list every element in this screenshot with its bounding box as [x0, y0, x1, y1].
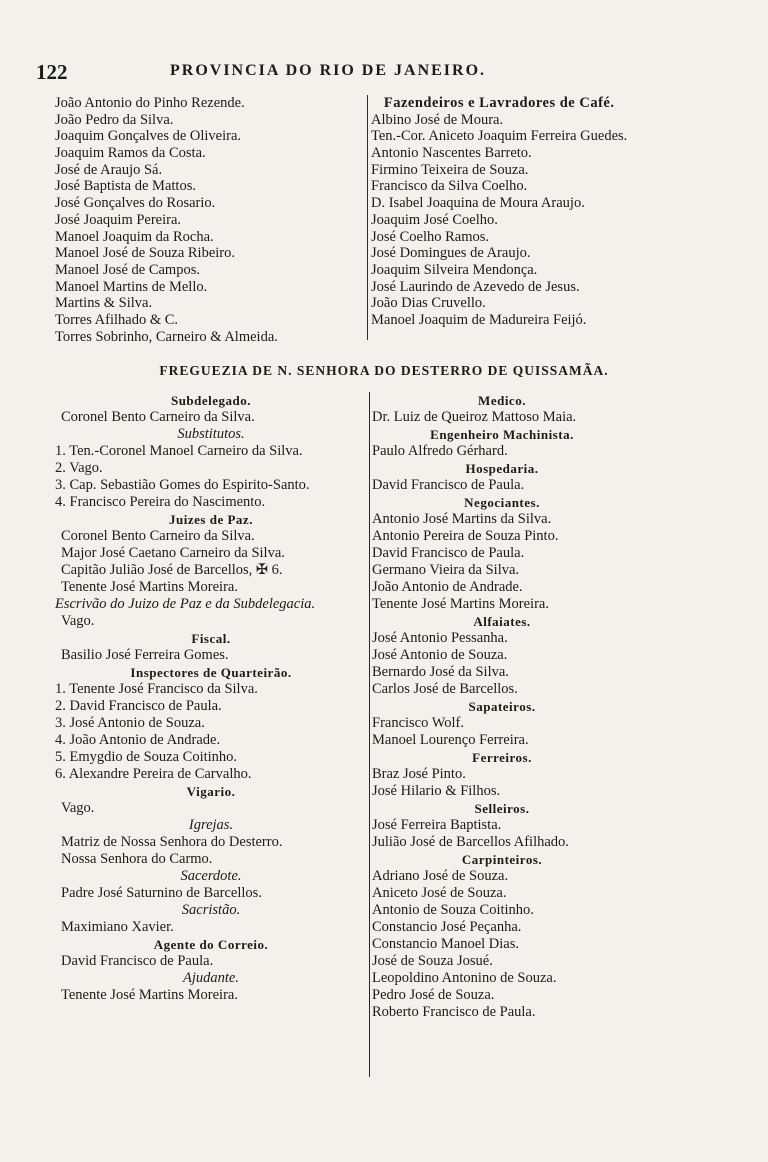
list-item: Matriz de Nossa Senhora do Desterro.: [61, 834, 283, 850]
section-heading: Alfaiates.: [473, 614, 531, 629]
section-heading: Vigario.: [186, 784, 236, 799]
page-title: PROVINCIA DO RIO DE JANEIRO.: [170, 62, 487, 79]
list-item: João Antonio do Pinho Rezende.: [55, 95, 245, 111]
list-item: Nossa Senhora do Carmo.: [61, 851, 213, 867]
section-heading: Subdelegado.: [170, 393, 252, 408]
list-item: Albino José de Moura.: [371, 111, 504, 128]
list-item: Julião José de Barcellos Afilhado.: [372, 834, 569, 850]
list-item: Francisco da Silva Coelho.: [371, 178, 528, 195]
list-item: José Coelho Ramos.: [371, 228, 490, 245]
list-item: Dr. Luiz de Queiroz Mattoso Maia.: [372, 409, 577, 425]
list-item: 3. Cap. Sebastião Gomes do Espirito-Santo.: [55, 477, 310, 493]
list-item: Joaquim Ramos da Costa.: [55, 145, 206, 162]
list-item: 2. Vago.: [55, 460, 103, 476]
section-heading: Fazendeiros e Lavradores de Café.: [383, 95, 615, 111]
list-item: Firmino Teixeira de Souza.: [371, 161, 529, 178]
list-item: Maximiano Xavier.: [61, 919, 174, 935]
list-item: Antonio Pereira de Souza Pinto.: [372, 528, 559, 544]
list-item: Torres Sobrinho, Carneiro & Almeida.: [55, 328, 278, 345]
list-item: Francisco Wolf.: [372, 715, 464, 731]
list-item: Carlos José de Barcellos.: [372, 681, 518, 697]
list-item: José Antonio de Souza.: [372, 647, 508, 663]
section-heading: Sacristão.: [181, 902, 241, 918]
list-item: 1. Ten.-Coronel Manoel Carneiro da Silva.: [55, 443, 303, 459]
list-item: David Francisco de Paula.: [372, 477, 525, 493]
list-item: Braz José Pinto.: [372, 766, 466, 782]
list-item: José Antonio Pessanha.: [372, 630, 508, 646]
list-item: Bernardo José da Silva.: [372, 664, 509, 680]
section-title: FREGUEZIA DE N. SENHORA DO DESTERRO DE QUISSAMÃA.: [159, 363, 609, 378]
list-item: Tenente José Martins Moreira.: [61, 987, 238, 1003]
list-item: Manoel Joaquim de Madureira Feijó.: [371, 311, 587, 328]
list-item: Germano Vieira da Silva.: [372, 562, 520, 578]
section-heading: Hospedaria.: [465, 461, 539, 476]
section-heading: Inspectores de Quarteirão.: [130, 665, 292, 680]
list-item: José Joaquim Pereira.: [55, 211, 182, 228]
list-item: Constancio José Peçanha.: [372, 919, 522, 935]
column-divider: [369, 392, 370, 1077]
list-item: Manoel José de Campos.: [55, 261, 200, 278]
section-heading: Escrivão do Juizo de Paz e da Subdelegacia.: [55, 596, 316, 612]
list-item: José de Souza Josué.: [372, 953, 493, 969]
list-item: João Pedro da Silva.: [55, 111, 174, 128]
list-item: Vago.: [61, 613, 95, 629]
section-heading: Medico.: [478, 393, 526, 408]
list-item: Leopoldino Antonino de Souza.: [372, 970, 557, 986]
section-heading: Carpinteiros.: [461, 852, 543, 867]
list-item: Joaquim José Coelho.: [371, 211, 498, 228]
list-item: Basilio José Ferreira Gomes.: [61, 647, 229, 663]
list-item: Pedro José de Souza.: [372, 987, 495, 1003]
list-item: José Laurindo de Azevedo de Jesus.: [371, 278, 580, 295]
list-item: João Antonio de Andrade.: [372, 579, 523, 595]
list-item: Manoel Lourenço Ferreira.: [372, 732, 529, 748]
list-item: José Ferreira Baptista.: [372, 817, 502, 833]
list-item: 3. José Antonio de Souza.: [55, 715, 205, 731]
list-item: Constancio Manoel Dias.: [372, 936, 519, 952]
list-item: Antonio José Martins da Silva.: [372, 511, 552, 527]
list-item: Coronel Bento Carneiro da Silva.: [61, 409, 255, 425]
section-heading: Sacerdote.: [180, 868, 242, 884]
list-item: 1. Tenente José Francisco da Silva.: [55, 681, 258, 697]
list-item: José Baptista de Mattos.: [55, 178, 196, 195]
list-item: Ten.-Cor. Aniceto Joaquim Ferreira Guedes.: [371, 128, 628, 145]
list-item: Tenente José Martins Moreira.: [372, 596, 549, 612]
list-item: 6. Alexandre Pereira de Carvalho.: [55, 766, 252, 782]
right-column: [372, 392, 632, 1021]
section-heading: Ferreiros.: [472, 750, 532, 765]
section-heading: Ajudante.: [183, 970, 239, 986]
list-item: 2. David Francisco de Paula.: [55, 698, 222, 714]
list-item: Capitão Julião José de Barcellos, ✠ 6.: [61, 562, 283, 578]
page-header: [0, 60, 768, 90]
list-item: D. Isabel Joaquina de Moura Araujo.: [371, 195, 585, 212]
list-item: Joaquim Silveira Mendonça.: [371, 261, 538, 278]
list-item: João Dias Cruvello.: [371, 295, 486, 312]
section-heading: Engenheiro Machinista.: [430, 427, 574, 442]
section-heading: Substitutos.: [177, 426, 245, 442]
top-right-list: [371, 95, 627, 329]
list-item: Aniceto José de Souza.: [372, 885, 507, 901]
list-item: Manoel José de Souza Ribeiro.: [55, 245, 236, 262]
left-column: [55, 392, 367, 1004]
list-item: Vago.: [61, 800, 95, 816]
list-item: José de Araujo Sá.: [55, 161, 163, 178]
list-item: Padre José Saturnino de Barcellos.: [61, 885, 262, 901]
section-heading: Negociantes.: [464, 495, 540, 510]
list-item: 5. Emygdio de Souza Coitinho.: [55, 749, 238, 765]
list-item: Antonio Nascentes Barreto.: [371, 145, 532, 162]
list-item: 4. João Antonio de Andrade.: [55, 732, 221, 748]
list-item: José Domingues de Araujo.: [371, 245, 531, 262]
section-heading: Juizes de Paz.: [169, 512, 253, 527]
list-item: Major José Caetano Carneiro da Silva.: [61, 545, 285, 561]
section-heading: Selleiros.: [474, 801, 530, 816]
list-item: José Hilario & Filhos.: [372, 783, 501, 799]
list-item: Manoel Joaquim da Rocha.: [55, 228, 214, 245]
list-item: 4. Francisco Pereira do Nascimento.: [55, 494, 266, 510]
list-item: Manoel Martins de Mello.: [55, 278, 208, 295]
column-divider: [367, 95, 368, 340]
list-item: Torres Afilhado & C.: [55, 311, 179, 328]
top-left-list: [55, 95, 278, 345]
page-number: 122: [36, 60, 68, 84]
section-heading: Igrejas.: [188, 817, 234, 833]
list-item: Paulo Alfredo Gérhard.: [372, 443, 508, 459]
list-item: Roberto Francisco de Paula.: [372, 1004, 536, 1020]
list-item: Joaquim Gonçalves de Oliveira.: [55, 128, 242, 145]
list-item: Martins & Silva.: [55, 295, 153, 312]
list-item: Tenente José Martins Moreira.: [61, 579, 238, 595]
section-heading: Fiscal.: [191, 631, 231, 646]
list-item: Adriano José de Souza.: [372, 868, 509, 884]
section-heading: Sapateiros.: [468, 699, 536, 714]
list-item: David Francisco de Paula.: [61, 953, 214, 969]
section-heading: Agente do Correio.: [153, 937, 269, 952]
list-item: José Gonçalves do Rosario.: [55, 195, 216, 212]
list-item: David Francisco de Paula.: [372, 545, 525, 561]
list-item: Antonio de Souza Coitinho.: [372, 902, 534, 918]
list-item: Coronel Bento Carneiro da Silva.: [61, 528, 255, 544]
